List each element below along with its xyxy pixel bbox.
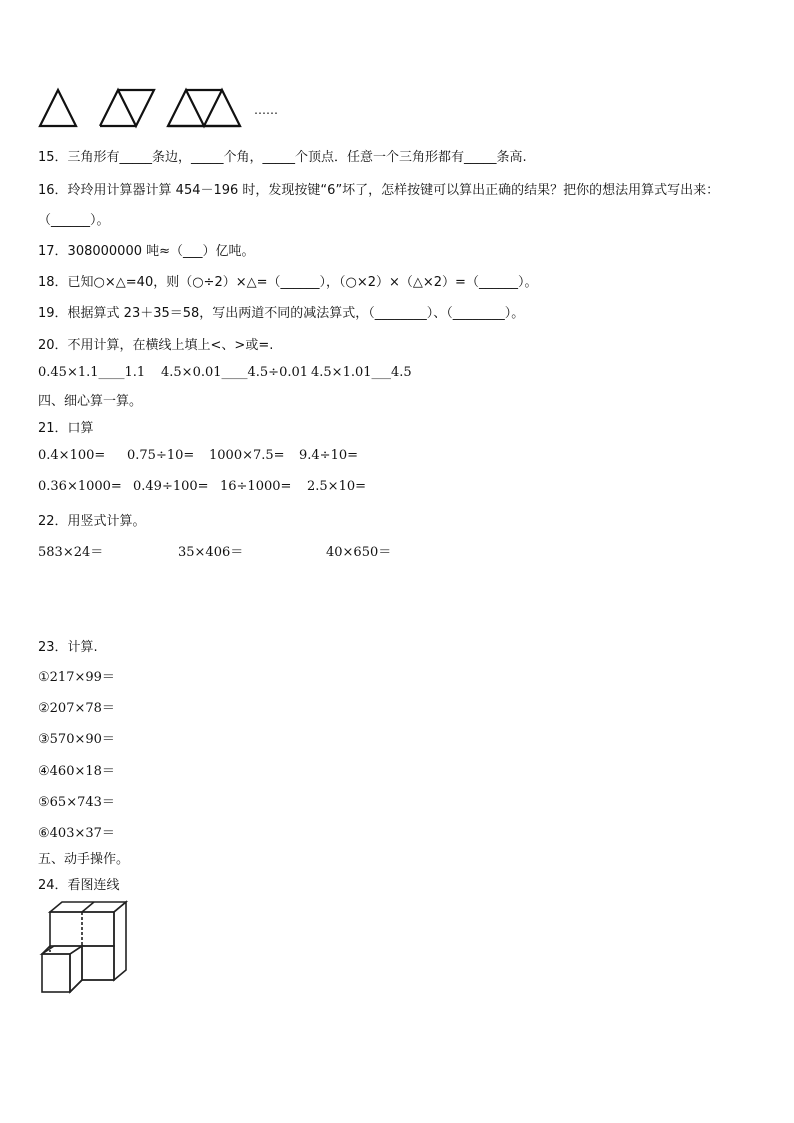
ellipsis: ……: [254, 103, 278, 117]
mental-item: 0.36×1000=: [38, 479, 122, 494]
calc-item-3: ③570×90＝: [38, 732, 115, 747]
question-22-title: 22．用竖式计算。: [38, 514, 146, 529]
mental-item: 1000×7.5=: [209, 448, 285, 463]
mental-item: 9.4÷10=: [299, 448, 359, 463]
compare-item-1: 0.45×1.1____1.1: [38, 365, 146, 380]
mental-item: 0.75÷10=: [127, 448, 195, 463]
calc-item-2: ②207×78＝: [38, 701, 115, 716]
calc-item-1: ①217×99＝: [38, 670, 115, 685]
section-4-title: 四、细心算一算。: [38, 394, 143, 409]
vertical-item: 583×24＝: [38, 545, 104, 560]
section-5-title: 五、动手操作。: [38, 852, 130, 867]
calc-item-5: ⑤65×743＝: [38, 795, 115, 810]
triangle-2: [100, 90, 154, 126]
question-21-title: 21．口算: [38, 421, 94, 436]
question-17: 17．308000000 吨≈（___）亿吨。: [38, 244, 255, 259]
mental-item: 0.49÷100=: [133, 479, 209, 494]
mental-math-row-2: [38, 479, 366, 494]
vertical-calc-row: [38, 541, 391, 560]
vertical-item: 35×406＝: [178, 545, 244, 560]
question-16-line1: 16．玲玲用计算器计算 454－196 时，发现按键“6”坏了，怎样按键可以算出正确的结果？把你的想法用算式写出来：: [38, 183, 720, 198]
triangle-3: [168, 90, 240, 126]
question-24-title: 24．看图连线: [38, 878, 120, 893]
question-23-title: 23．计算.: [38, 640, 98, 655]
triangle-1: [40, 90, 76, 126]
question-18: 18．已知○×△=40，则（○÷2）×△=（______），（○×2）×（△×2）=（______）。: [38, 275, 538, 290]
compare-item-3: 4.5×1.01___4.5: [311, 365, 412, 380]
mental-item: 0.4×100=: [38, 448, 106, 463]
mental-item: 16÷1000=: [220, 479, 292, 494]
calc-item-4: ④460×18＝: [38, 764, 115, 779]
calc-item-6: ⑥403×37＝: [38, 826, 115, 841]
vertical-item: 40×650＝: [326, 545, 392, 560]
cube-stack-figure: [38, 898, 134, 1000]
mental-item: 2.5×10=: [307, 479, 367, 494]
triangle-figure: [36, 84, 251, 130]
question-20-title: 20．不用计算，在横线上填上<、>或=.: [38, 338, 274, 353]
compare-item-2: 4.5×0.01____4.5÷0.01: [161, 365, 309, 380]
question-19: 19．根据算式 23＋35＝58，写出两道不同的减法算式，（________）、（________）。: [38, 306, 525, 321]
question-16-line2: （______）。: [38, 213, 110, 228]
mental-math-row-1: [38, 448, 358, 463]
question-20-items: [38, 365, 412, 380]
question-15: 15．三角形有_____条边，_____个角，_____个顶点．任意一个三角形都有_____条高.: [38, 150, 527, 165]
